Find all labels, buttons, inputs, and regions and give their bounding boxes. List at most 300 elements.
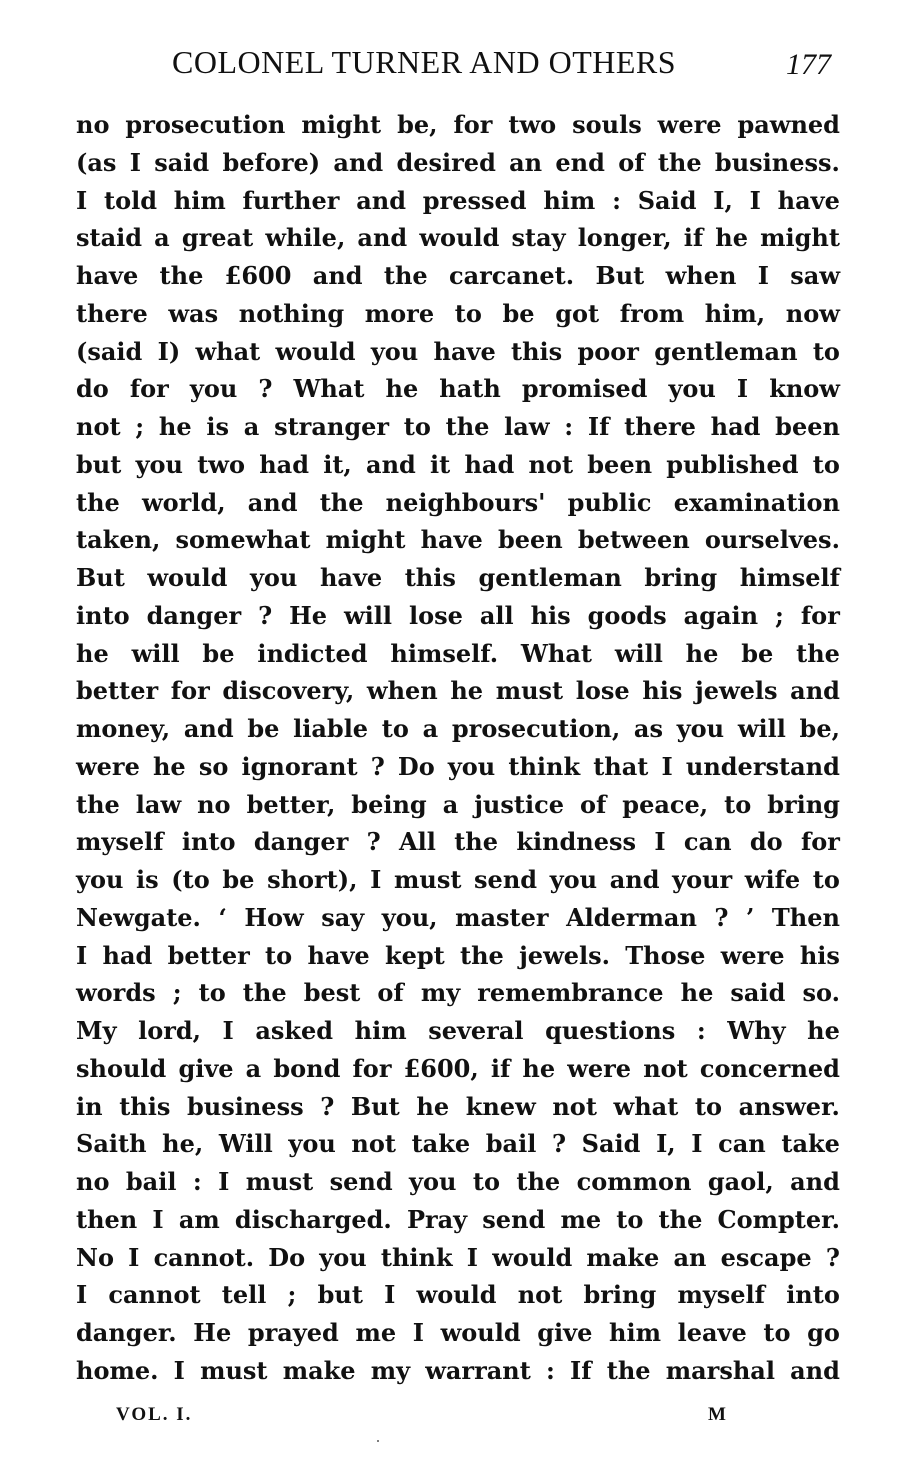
word: make [586, 1242, 660, 1272]
word: ? [825, 1242, 840, 1272]
word: I [370, 865, 382, 894]
word: my [420, 978, 461, 1008]
word: and [790, 1167, 840, 1196]
word: ourselves. [704, 525, 840, 555]
word: lord, [138, 1016, 201, 1045]
word: money, [76, 714, 171, 743]
running-head [0, 44, 900, 84]
word: it [430, 449, 451, 479]
word: to [265, 940, 293, 970]
word: he, [162, 1129, 204, 1159]
word: souls [572, 110, 642, 139]
word: I, [656, 1129, 676, 1159]
text-line [76, 182, 840, 220]
word: I [152, 1204, 164, 1234]
word: his [799, 940, 840, 970]
word: he [450, 676, 484, 706]
word: I [384, 1280, 396, 1310]
word: desired [396, 147, 496, 177]
word: pawned [737, 110, 840, 139]
word: and [247, 487, 298, 517]
word: be [202, 638, 235, 668]
word: said [730, 978, 786, 1008]
word: ’ [746, 902, 755, 932]
word: Why [727, 1016, 786, 1045]
word: the [460, 940, 504, 970]
word: ? [714, 902, 729, 932]
word: this [404, 563, 456, 592]
text-line [76, 861, 840, 899]
word: from [619, 298, 685, 328]
word: master [455, 902, 549, 932]
word: told [104, 185, 158, 215]
word: had [102, 940, 153, 970]
word: Newgate. [76, 902, 201, 932]
word: the [516, 1167, 561, 1196]
word: I [76, 940, 88, 970]
word: I [736, 374, 749, 404]
word: promised [521, 374, 648, 404]
word: carcanet. [448, 261, 575, 290]
word: might [325, 525, 406, 555]
word: a [245, 1053, 262, 1083]
word: ? [551, 1129, 567, 1159]
word: no [76, 110, 110, 139]
word: words [76, 978, 156, 1008]
word: goods [587, 600, 667, 630]
word: been [587, 449, 653, 479]
word: have [319, 563, 383, 592]
word: of [377, 978, 404, 1008]
word: be, [397, 110, 438, 139]
word: give [178, 1053, 234, 1083]
word: is [136, 865, 159, 894]
signature-mark: M [708, 1404, 726, 1425]
word: prosecution [125, 110, 286, 139]
word: when [665, 261, 737, 290]
running-title: COLONEL TURNER AND OTHERS [172, 44, 677, 80]
word: it, [323, 449, 352, 479]
text-line [76, 823, 840, 861]
word: make [282, 1355, 356, 1385]
word: might [760, 223, 840, 253]
word: My [76, 1016, 117, 1045]
word: world, [141, 487, 226, 517]
word: bring [644, 563, 718, 592]
word: bail [485, 1129, 537, 1159]
word: he [76, 638, 109, 668]
word: have [433, 336, 496, 366]
word: somewhat [175, 525, 311, 555]
word: Those [625, 940, 706, 970]
word: What [520, 638, 592, 668]
word: I [76, 1280, 88, 1310]
word: were [76, 751, 140, 781]
word: wife [744, 865, 801, 894]
word: not [517, 1280, 563, 1310]
word: him [543, 185, 596, 215]
word: if [683, 223, 704, 253]
word: this [511, 336, 563, 366]
word: to [381, 714, 409, 743]
word: better [76, 676, 159, 706]
word: stay [511, 223, 566, 253]
word: the [76, 487, 120, 517]
text-line [76, 1012, 840, 1050]
word: as [633, 714, 663, 743]
text-line [76, 1239, 840, 1277]
word: If [570, 1355, 592, 1385]
word: understand [685, 751, 840, 781]
word: to [812, 865, 840, 894]
word: do [749, 827, 783, 857]
word: ignorant [241, 751, 358, 781]
text-line [76, 1201, 840, 1239]
word: do [76, 374, 109, 404]
word: must [393, 865, 462, 894]
word: short), [267, 865, 358, 894]
word: now [785, 298, 840, 328]
word: him, [704, 298, 766, 328]
word: and [183, 714, 234, 743]
word: his [530, 600, 571, 630]
word: you [370, 336, 419, 366]
word: prayed [247, 1318, 339, 1347]
word: : [564, 412, 574, 441]
word: and [357, 223, 408, 253]
word: had [259, 449, 309, 479]
word: several [428, 1016, 524, 1045]
word: published [666, 449, 799, 479]
word: (as [76, 147, 117, 177]
word: be [502, 298, 535, 328]
word: I [222, 1016, 234, 1045]
word: will [614, 638, 663, 668]
word: best [303, 978, 361, 1008]
word: and [333, 147, 384, 177]
word: no [76, 1167, 110, 1196]
word: bring [767, 789, 840, 819]
word: justice [474, 789, 564, 819]
word: you [447, 751, 496, 781]
word: danger [253, 827, 349, 857]
text-line [76, 521, 840, 559]
word: should [76, 1053, 167, 1083]
word: being [351, 789, 427, 819]
word: saw [790, 261, 840, 290]
volume-mark: VOL. I. [116, 1404, 193, 1425]
word: be [222, 865, 255, 894]
word: ? [258, 374, 273, 404]
word: send [474, 865, 538, 894]
word: can [718, 1129, 766, 1159]
word: not [552, 1091, 597, 1121]
word: he [522, 1053, 556, 1083]
word: be [741, 638, 774, 668]
word: there [624, 412, 696, 441]
text-line [76, 1163, 840, 1201]
text-line [76, 1088, 840, 1126]
word: would [440, 1318, 521, 1347]
word: can [683, 827, 732, 857]
word: would [275, 336, 356, 366]
word: say [321, 902, 365, 932]
word: I) [157, 336, 181, 366]
word: What [293, 374, 365, 404]
word: a [243, 412, 260, 441]
word: will [131, 638, 180, 668]
word: the [454, 827, 499, 857]
word: no [197, 789, 231, 819]
word: into [181, 827, 236, 857]
word: the [76, 789, 120, 819]
word: know [769, 374, 840, 404]
word: great [181, 223, 254, 253]
word: a [422, 714, 439, 743]
word: bail [125, 1167, 177, 1196]
word: think [380, 1242, 453, 1272]
word: give [537, 1318, 593, 1347]
text-line [76, 937, 840, 975]
word: you [288, 1129, 336, 1159]
word: this [119, 1091, 171, 1121]
word: were [657, 110, 722, 139]
text-line [76, 559, 840, 597]
word: have [420, 525, 483, 555]
word: I [466, 1242, 479, 1272]
text-line [76, 144, 840, 182]
word: you [76, 865, 124, 894]
word: peace, [622, 789, 709, 819]
word: take [411, 1129, 471, 1159]
word: No [76, 1242, 114, 1272]
word: I [173, 1355, 185, 1385]
word: cannot. [153, 1242, 255, 1272]
word: would [419, 223, 500, 253]
word: he [158, 412, 192, 441]
word: I [654, 827, 666, 857]
word: discovery, [222, 676, 355, 706]
text-line [76, 106, 840, 144]
word: He [193, 1318, 232, 1347]
word: the [657, 147, 702, 177]
word: the [242, 978, 287, 1008]
word: and [356, 185, 406, 215]
text-line [76, 786, 840, 824]
word: Compter. [717, 1204, 840, 1234]
word: I [661, 751, 673, 781]
body-text [76, 106, 840, 1390]
word: send [482, 1204, 546, 1234]
word: he [807, 1016, 840, 1045]
word: go [807, 1318, 840, 1347]
word: gaol, [707, 1167, 774, 1196]
word: kept [384, 940, 445, 970]
word: me [355, 1318, 397, 1347]
word: himself. [390, 638, 499, 668]
word: him [609, 1318, 661, 1347]
word: been [497, 525, 563, 555]
word: what [613, 1091, 679, 1121]
word: lose [408, 600, 463, 630]
word: hath [439, 374, 501, 404]
word: me [560, 1204, 602, 1234]
word: ? [258, 600, 273, 630]
word: But [76, 563, 125, 592]
word: for [352, 1053, 392, 1083]
word: be [247, 714, 280, 743]
word: questions [545, 1016, 676, 1045]
word: he [680, 978, 714, 1008]
word: (to [171, 865, 210, 894]
word: (said [76, 336, 143, 366]
word: Then [771, 902, 840, 932]
text-line [76, 333, 840, 371]
word: is [206, 412, 230, 441]
word: your [672, 865, 733, 894]
word: he [715, 223, 748, 253]
word: so. [802, 978, 840, 1008]
text-line [76, 484, 840, 522]
word: better [167, 940, 250, 970]
word: Said [637, 185, 697, 215]
word: and [312, 261, 363, 290]
word: have [777, 185, 840, 215]
word: to [812, 336, 840, 366]
word: taken, [76, 525, 161, 555]
word: there [76, 298, 148, 328]
word: danger [146, 600, 242, 630]
word: business [187, 1091, 304, 1121]
word: must [495, 676, 564, 706]
word: said [154, 147, 210, 177]
text-line [76, 219, 840, 257]
word: indicted [257, 638, 368, 668]
word: All [399, 827, 436, 857]
word: the [606, 1355, 651, 1385]
word: might [301, 110, 382, 139]
word: take [781, 1129, 840, 1159]
word: you [135, 449, 183, 479]
word: you [668, 374, 716, 404]
word: I, [713, 185, 733, 215]
word: an [673, 1242, 707, 1272]
word: not [528, 449, 574, 479]
text-line [76, 1050, 840, 1088]
word: between [577, 525, 690, 555]
word: for [800, 600, 840, 630]
text-line [76, 370, 840, 408]
word: myself [677, 1280, 765, 1310]
word: ; [287, 1280, 297, 1310]
word: escape [720, 1242, 812, 1272]
word: you, [381, 902, 438, 932]
word: been [775, 412, 840, 441]
word: you [249, 563, 298, 592]
word: the [796, 638, 840, 668]
word: danger. [76, 1318, 177, 1347]
word: warrant [425, 1355, 531, 1385]
word: ? [366, 827, 381, 857]
word: prosecution, [451, 714, 621, 743]
text-line [76, 748, 840, 786]
text-line [76, 1352, 840, 1390]
word: ; [775, 600, 784, 630]
word: to [694, 1091, 722, 1121]
word: How [244, 902, 304, 932]
word: him [173, 185, 226, 215]
word: : [612, 185, 621, 215]
word: Will [218, 1129, 273, 1159]
word: Said [581, 1129, 641, 1159]
word: He [289, 600, 328, 630]
text-line [76, 1314, 840, 1352]
word: him [354, 1016, 407, 1045]
word: But [350, 1091, 400, 1121]
word: have [307, 940, 370, 970]
word: Saith [76, 1129, 147, 1159]
word: what [195, 336, 261, 366]
word: into [76, 600, 130, 630]
word: to [454, 298, 482, 328]
text-line [76, 446, 840, 484]
word: must [200, 1355, 268, 1385]
word: an [509, 147, 543, 177]
word: I [129, 147, 141, 177]
word: gentleman [478, 563, 622, 592]
text-line [76, 597, 840, 635]
word: I [76, 185, 88, 215]
word: ? [320, 1091, 335, 1121]
word: you [549, 865, 598, 894]
word: cannot [108, 1280, 201, 1310]
word: myself [76, 827, 164, 857]
word: remembrance [477, 978, 664, 1008]
word: he [685, 638, 719, 668]
word: two [197, 449, 245, 479]
word: liable [293, 714, 369, 743]
word: neighbours' [385, 487, 546, 517]
word: his [642, 676, 683, 706]
word: was [168, 298, 219, 328]
word: think [508, 751, 581, 781]
word: to [403, 412, 431, 441]
text-line [76, 635, 840, 673]
word: for [129, 374, 169, 404]
word: before) [222, 147, 321, 177]
word: concerned [699, 1053, 840, 1083]
word: law [504, 412, 550, 441]
word: ? [370, 751, 385, 781]
word: will [737, 714, 786, 743]
word: I [749, 185, 761, 215]
word: must [245, 1167, 314, 1196]
word: send [329, 1167, 393, 1196]
word: ; [172, 978, 182, 1008]
word: more [364, 298, 435, 328]
word: jewels [695, 676, 778, 706]
word: he [385, 374, 419, 404]
word: but [76, 449, 122, 479]
word: if [490, 1053, 511, 1083]
page-footer [0, 1404, 900, 1434]
word: Do [397, 751, 435, 781]
word: longer, [577, 223, 672, 253]
word: for [800, 827, 840, 857]
word: : [696, 1016, 706, 1045]
text-line [76, 974, 840, 1012]
word: had [464, 449, 515, 479]
